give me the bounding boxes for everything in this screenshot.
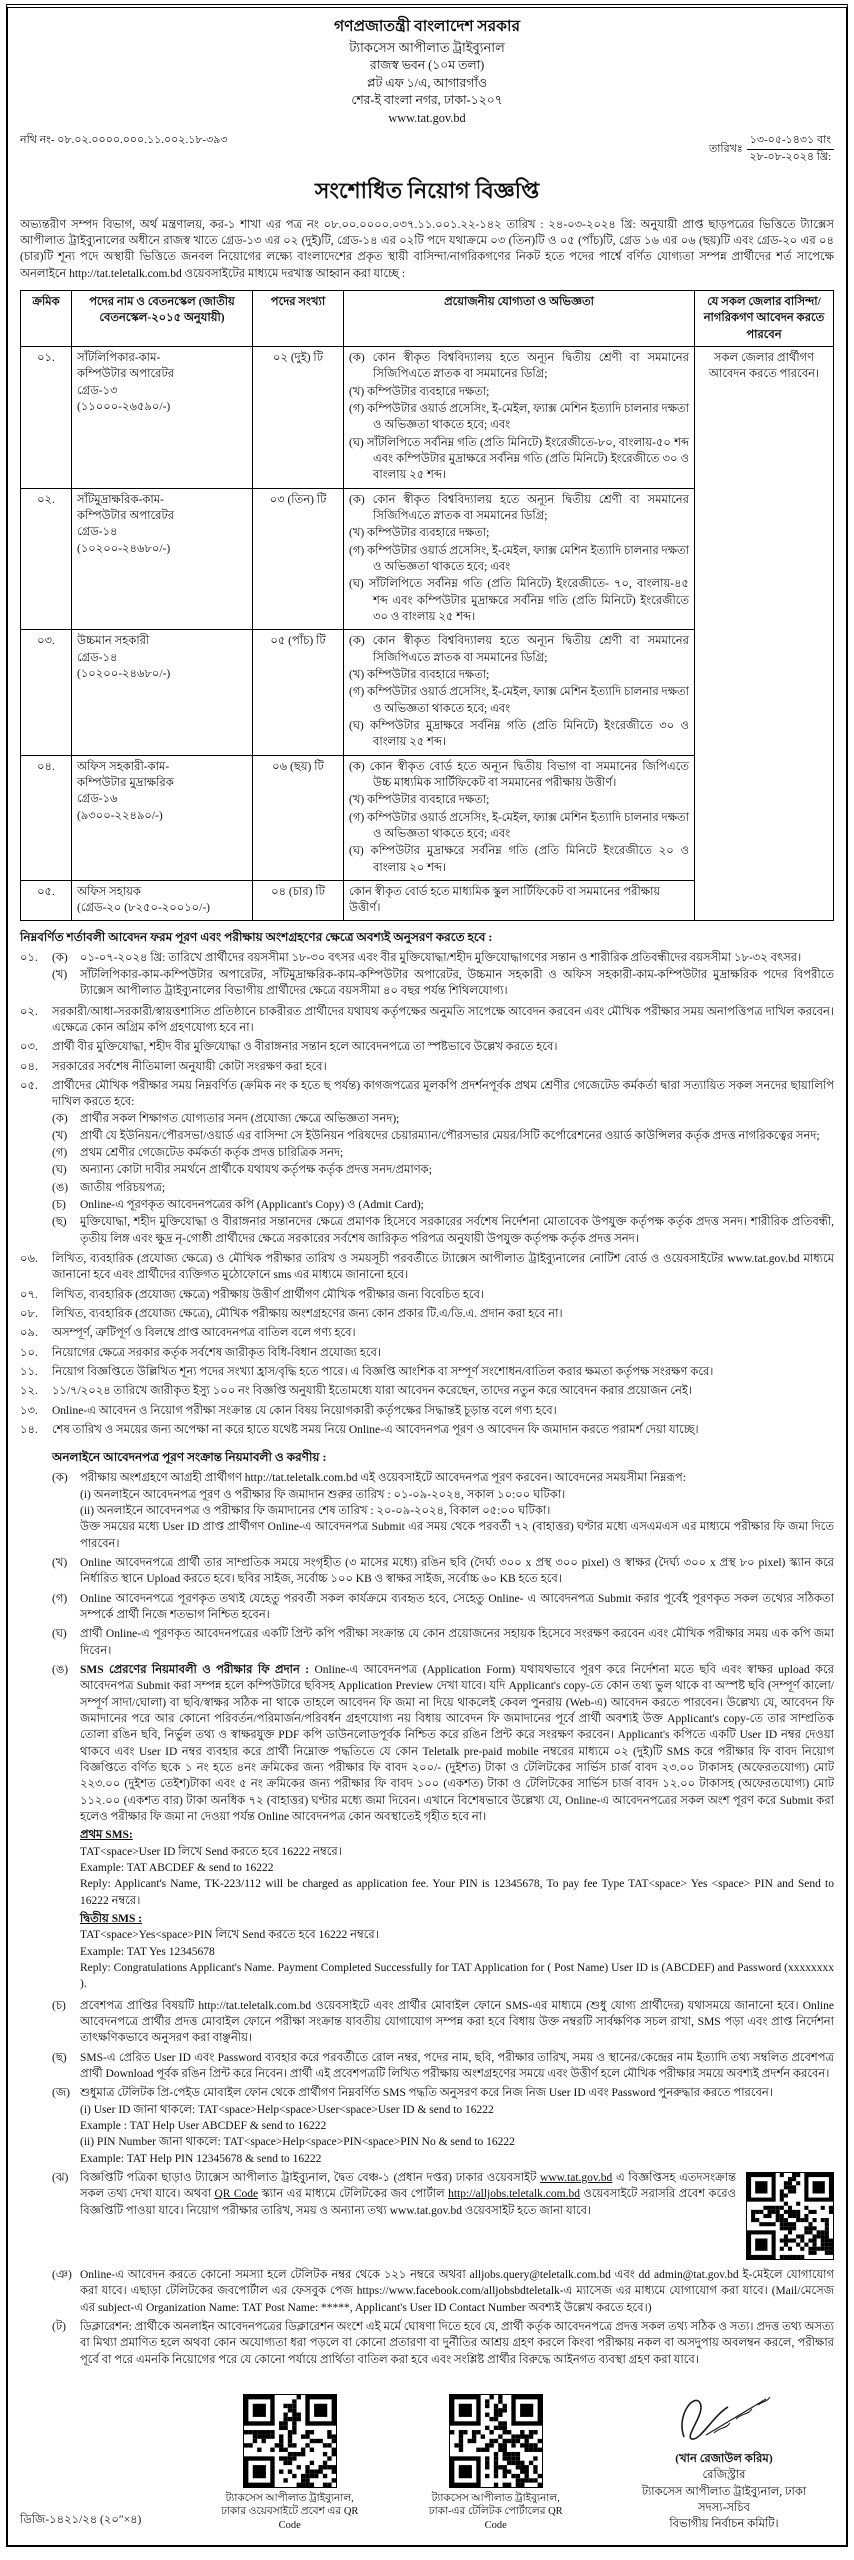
signature-block [614,2385,834,2533]
condition-item-11 [20,1364,834,1380]
subitem-text: প্রার্থী যে ইউনিয়ন/পৌরসভা/ওয়ার্ড এর বাসিন্দা সে ইউনিয়ন পরিষদের চেয়ারম্যান/পৌরসভার মেয়র/সিটি কর্পোরেশনের ওয়ার্ড কাউন্সিলর কর্তৃক প্রদত্ত নাগরিকত্বের সনদ; [80,1129,820,1142]
sms-rules-text: Online-এ আবেদনপত্র (Application Form) যথাযথভাবে পূরণ করে নির্দেশনা মতে ছবি এবং স্বাক্ষর upload করে আবেদনপত্র Submit করা সম্পন্ন হলে কম্পিউটারে ছবিসহ Application Preview দেখা যাবে। যদি Applicant's copy-তে কোন তথ্য ভুল থাকে বা অস্পষ্ট ছবি (সম্পূর্ণ কালো/সম্পূর্ণ সাদা/ঘোলা) বা ছবি/স্বাক্ষর সঠিক না থাকে তাহলে আবেদন ফি জমা না দিয়ে থাকলেই কেবল পুনরায় (Web-এ) আবেদন করতে পারবেন। উল্লেখ্য যে, আবেদন ফি জমাদানের পরে আর কোনো পরিবর্তন/পরিমার্জন/পরিবর্ধন গ্রহণযোগ্য নয় বিধায় আবেদন ফি জমাদানের পূর্বে প্রার্থী অবশ্যই উক্ত Applicant's copy-তে তার সাম্প্রতিক তোলা রঙিন ছবি, নির্ভুল তথ্য ও স্বাক্ষরযুক্ত PDF কপি ডাউনলোডপূর্বক নিশ্চিত করে রঙিন প্রিন্ট করে সংরক্ষণ করবেন। Applicant's কপিতে একটি User ID নম্বর দেওয়া থাকবে এবং User ID নম্বর ব্যবহার করে প্রার্থী নিম্নোক্ত পদ্ধতিতে যে কোন Teletalk pre-paid mobile নম্বরের মাধ্যমে ০২ (দুই)টি SMS করে পরীক্ষার ফি বাবদ নিয়োগ বিজ্ঞপ্তিতে বর্ণিত ছকে ১ নং হতে ৪নং ক্রমিকের জন্য পরীক্ষার ফি বাবদ ২০০/- (দুইশত) টাকা ও টেলিটকের সার্ভিস চার্জ বাবদ ২৩.০০ টাকাসহ (অফেরতযোগ্য) মোট ২২৩.০০ (দুইশত তেইশ)টাকা এবং ৫ নং ক্রমিকের জন্য পরীক্ষার ফি বাবদ ১০০ (একশত) টাকা ও টেলিটকের সার্ভিস চার্জ বাবদ ১২.০০ টাকাসহ (অফেরতযোগ্য) মোট ১১২.০০ (একশত বার) টাকা অনধিক ৭২ (বাহাত্তর) ঘণ্টার মধ্যে জমা দিবেন। এখানে বিশেষভাবে উল্লেখ্য যে, Online-এ আবেদনপত্রের সকল অংশ পূরণ করে Submit করা হলেও পরীক্ষার ফি জমা না দেওয়া পর্যন্ত Online আবেদনপত্র কোন অবস্থাতেই গৃহীত হবে না। [80,1664,834,1823]
condition-item-08 [20,1306,834,1322]
subitem-marker: (খ) [52,1129,68,1142]
subitem-marker: (ক) [52,951,68,964]
qualification-line: (ক) কোন স্বীকৃত বিশ্ববিদ্যালয় হতে অন্যূন দ্বিতীয় শ্রেণী বা সমমানের সিজিপিএতে স্নাতক বা সমমানের ডিগ্রি; [349,493,689,522]
website-qr-block [215,2394,365,2533]
cell-count: ০২ (দুই) টি [253,347,344,489]
condition-text: সরকারী/আধা-সরকারী/স্বায়ত্তশাসিত প্রতিষ্ঠানে চাকরীরত প্রার্থীদের যথাযথ কর্তৃপক্ষের অনুমতি সাপেক্ষে আবেদন করবেন এবং মৌখিক পরীক্ষার সময় অনাপত্তিপত্র দাখিল করবেন। এক্ষেত্রে কোন অগ্রিম কপি গ্রহণযোগ্য হবে না। [52,1005,834,1034]
condition-item-05 [20,1078,834,1248]
condition-text: লিখিত, ব্যবহারিক (প্রযোজ্য ক্ষেত্রে), মৌখিক পরীক্ষায় অংশগ্রহণের জন্য কোন প্রকার টি.এ/ডি.এ. প্রদান করা হবে না। [52,1308,563,1321]
item-marker: (ট) [52,2320,66,2333]
item-text: শুধুমাত্র টেলিটক প্রি-পেইড মোবাইল ফোন থেকে প্রার্থীগণ নিম্নবর্ণিত SMS পদ্ধতি অনুসরণ করে নিজ নিজ User ID এবং Password পুনরুদ্ধার করতে পারবেন। [80,2087,773,2100]
item-marker: (ঙ) [52,1664,69,1677]
subitem-marker: (ঙ) [52,1181,69,1194]
qualification-line: (গ) কম্পিউটার ওয়ার্ড প্রসেসিং, ই-মেইল, ফ্যাক্স মেশিন ইত্যাদি চালনার দক্ষতা ও অভিজ্ঞতা থাকতে হবে; এবং [349,403,689,432]
signatory-designation: রেজিস্ট্রার [702,2469,746,2482]
col-serial: ক্রমিক [21,291,72,347]
subitem-marker: (খ) [52,968,68,981]
item-marker: (ক) [52,1472,68,1485]
cell-qualifications: কোন স্বীকৃত বোর্ড হতে মাধ্যমিক স্কুল সার্টিফিকেট বা সমমানের পরীক্ষায় উত্তীর্ণ। [344,880,695,920]
item-text: ওয়েবসাইটে সরাসরি প্রবেশ করেও বিজ্ঞপ্তিটি পাওয়া যাবে। নিয়োগ পরীক্ষার তারিখ, সময় ও অন্যান্য তথ্য www.tat.gov.bd ওয়েবসাইট হতে জানা যাবে। [80,2188,736,2217]
cell-district-note: সকল জেলার প্রার্থীগণ আবেদন করতে পারবেন। [695,347,834,921]
qualification-line: (ক) কোন স্বীকৃত বিশ্ববিদ্যালয় হতে অন্যূন দ্বিতীয় শ্রেণী বা সমমানের সিজিপিএতে স্নাতক বা সমমানের ডিগ্রি; [349,635,689,664]
sms-reply: Reply: Applicant's Name, TK-223/112 will be charged as application fee. Your PIN is 12345678, To pay fee Type TAT<space> Yes <space> PIN and Send to 16222 নম্বরে। [80,1878,834,1907]
cell-serial: ০৫. [21,880,72,920]
sms-example: Example: TAT ABCDEF & send to 16222 [80,1861,274,1874]
signatory-name: (খান রেজাউল করিম) [675,2452,773,2465]
condition-item-13 [20,1403,834,1419]
item-marker: (ঞ) [52,2268,72,2281]
document-subitem [52,1180,834,1196]
item-text: স্ক্যান এর মাধ্যমে টেলিটকের জব পোর্টাল [258,2188,449,2201]
qr-code-label: QR Code [214,2188,259,2201]
condition-text: ১১/৭/২০২৪ তারিখে জারীকৃত ইস্যু ১০০ নং বিজ্ঞপ্তি অনুযায়ী ইতোমধ্যে যারা আবেদন করেছেন, তাদের নতুন করে আবেদন করার প্রয়োজন নেই। [52,1385,692,1398]
condition-item-01 [20,950,834,1001]
apply-start-date: (i) অনলাইনে আবেদনপত্র পূরণ ও পরীক্ষার ফি জমাদান শুরুর তারিখ : ০১-০৯-২০২৪, সকাল ১০:০০ ঘটিকা। [80,1488,566,1501]
condition-item-06 [20,1251,834,1284]
condition-item-04 [20,1059,834,1075]
online-item-ta [52,2319,834,2368]
subitem-text: ০১-০৭-২০২৪ খ্রি: তারিখে প্রার্থীদের বয়সসীমা ১৮-৩০ বৎসর এবং বীর মুক্তিযোদ্ধা/শহীদ মুক্তিযোদ্ধাগণের সন্তান ও শারীরিক প্রতিবন্ধীদের বয়সসীমা ১৮-৩২ বৎসর। [80,951,802,964]
declaration-text: ডিক্লারেশন: প্রার্থীকে অনলাইন আবেদনপত্রের ডিক্লারেশন অংশে এই মর্মে ঘোষণা দিতে হবে যে, প্রার্থী কর্তৃক আবেদনপত্রে প্রদত্ত সকল তথ্য সঠিক ও সত্য। প্রদত্ত তথ্য অসত্য বা মিথ্যা প্রমাণিত হলে অথবা কোন অযোগ্যতা ধরা পড়লে বা কোনো প্রতারণা বা দুর্নীতির আশ্রয় গ্রহণ করলে কিংবা পরীক্ষায় নকল বা অসদুপায় অবলম্বন করলে, পরীক্ষার পূর্বে বা পরে এমনকি নিয়োগের পরে যে কোনো পর্যায়ে প্রার্থিতা বাতিল করা হবে এবং সংশ্লিষ্ট প্রার্থীর বিরুদ্ধে আইনগত ব্যবস্থা গ্রহণ করা যাবে। [80,2320,834,2366]
second-sms-block [80,1911,834,1993]
cell-qualifications [344,755,695,880]
intro-paragraph: অভ্যন্তরীণ সম্পদ বিভাগ, অর্থ মন্ত্রণালয়, কর-১ শাখা এর পত্র নং ০৮.০০.০০০০.০৩৭.১১.০০১.২২-১৪২ তারিখ : ২৪-০৩-২০২৪ খ্রি: অনুযায়ী প্রাপ্ত ছাড়পত্রের ভিত্তিতে ট্যাক্সেস আপীলাত ট্রাইব্যুনালের অধীনে রাজস্ব খাতে গ্রেড-১৩ এর ০২ (দুই)টি, গ্রেড-১৪ এর ০২টি পদে যথাক্রমে ০৩ (তিন)টি ও ০৫ (পাঁচ)টি, গ্রেড ১৬ এর ০৬ (ছয়)টি এবং গ্রেড-২০ এর ০৪ (চার)টি শূন্য পদে অস্থায়ী ভিত্তিতে জনবল নিয়োগের লক্ষ্যে বাংলাদেশের প্রকৃত স্থায়ী বাসিন্দা/নাগরিকগণের নিকট হতে পদের পার্শ্বে বর্ণিত যোগ্যতা সম্পন্ন প্রার্থীদের শর্ত সাপেক্ষে অনলাইনে http://tat.teletalk.com.bd ওয়েবসাইটের মাধ্যমে দরখাস্ত আহ্বান করা যাচ্ছে : [20,218,834,280]
qualification-line: (গ) কম্পিউটার ওয়ার্ড প্রসেসিং, ই-মেইল, ফ্যাক্স মেশিন ইত্যাদি চালনার দক্ষতা ও অভিজ্ঞতা থাকতে হবে; এবং [349,686,689,715]
qualification-line: (ক) কোন স্বীকৃত বিশ্ববিদ্যালয় হতে অন্যূন দ্বিতীয় শ্রেণী বা সমমানের সিজিপিএতে স্নাতক বা সমমানের ডিগ্রি; [349,352,689,381]
item-marker: (ঝ) [52,2171,69,2184]
condition-number: ১২. [20,1385,38,1398]
item-text: বিজ্ঞপ্তিটি পত্রিকা ছাড়াও ট্যাক্সেস আপীলাত ট্রাইব্যুনাল, দ্বৈত বেঞ্চ-১ (প্রধান দপ্তর) ঢাকার ওয়েবসাইট [80,2171,541,2184]
subitem-text: প্রার্থীর সকল শিক্ষাগত যোগ্যতার সনদ (প্রযোজ্য ক্ষেত্রে অভিজ্ঞতা সনদ); [80,1112,400,1125]
signature-scribble [654,2385,794,2449]
recover-userid-example: Example : TAT Help User ABCDEF & send to 16222 [80,2119,327,2132]
organization-name: ট্যাকসেস আপীলাত ট্রাইব্যুনাল [349,40,505,55]
condition-subitem [52,950,834,966]
sms-rules-lead: SMS প্রেরণের নিয়মাবলী ও পরীক্ষার ফি প্রদান : [80,1664,310,1677]
condition-number: ০৮. [20,1308,38,1321]
item-text: Online-এ আবেদন করতে কোনো সমস্যা হলে টেলিটক নম্বর থেকে ১২১ নম্বরে অথবা alljobs.query@teletalk.com.bd এবং dd admin@tat.gov.bd ই-মেইলে যোগাযোগ করা যাবে। এছাড়া টেলিটকের জবপোর্টাল এর ফেসবুক পেজ https://www.facebook.com/alljobsbdteletalk-এ ম্যাসেজ এর মাধ্যমে যোগাযোগ করা যাবে। (Mail/মেসেজ এর subject-এ Organization Name: TAT Post Name: *****, Applicant's User ID Contact Number অবশ্যই উল্লেখ করতে হবে।) [80,2268,834,2314]
condition-text: সরকারের সর্বশেষ নীতিমালা অনুযায়ী কোটা সংরক্ষণ করা হবে। [52,1060,327,1073]
footer [20,2385,834,2533]
online-item-ja [52,2085,834,2167]
table-row [21,347,834,489]
document-subitem [52,1214,834,1247]
cell-post: অফিস সহায়ক (গ্রেড-২০ (৮২৫০-২০০১০/-) [72,880,253,920]
condition-item-12 [20,1383,834,1399]
condition-item-09 [20,1325,834,1341]
signatory-committee: বিভাগীয় নির্বাচন কমিটি। [669,2518,779,2531]
condition-text: শেষ তারিখ ও সময়ের জন্য অপেক্ষা না করে হাতে যথেষ্ট সময় নিয়ে Online-এ আবেদনপত্র পূরণ ও আবেদন ফি জমাদান করতে পরামর্শ দেয়া যাচ্ছে। [52,1424,699,1437]
document-subitem [52,1111,834,1127]
notice-document [6,4,848,2547]
condition-number: ০৫. [20,1079,38,1092]
condition-item-02 [20,1004,834,1037]
condition-number: ০৭. [20,1288,38,1301]
item-text: Online আবেদনপত্রে প্রার্থী তার সাম্প্রতিক সময়ে সংগৃহীত (৩ মাসের মধ্যে) রঙিন ছবি (দৈর্ঘ্য ৩০০ x প্রস্থ ৩০০ pixel) ও স্বাক্ষর (দৈর্ঘ্য ৩০০ x প্রস্থ ৮০ pixel) স্ক্যান করে নির্ধারিত স্থানে Upload করতে হবে। ছবির সাইজ, সর্বোচ্চ ১০০ KB ও স্বাক্ষর সাইজ, সর্বোচ্চ ৬০ KB হতে হবে। [80,1557,834,1586]
item-text: প্রবেশপত্র প্রাপ্তির বিষয়টি http://tat.teletalk.com.bd ওয়েবসাইটে এবং প্রার্থীর মোবাইল ফোনে SMS-এর মাধ্যমে (শুধু যোগ্য প্রার্থীদের) যথাসময়ে জানানো হবে। Online আবেদনপত্রে প্রার্থীর প্রদত্ত মোবাইল ফোনে পরীক্ষা সংক্রান্ত যাবতীয় যোগাযোগ সম্পন্ন করা হবে বিধায় উক্ত নম্বরটি সার্বক্ষণিক সচল রাখা, SMS পড়া এবং প্রাপ্ত নির্দেশনা তাৎক্ষণিকভাবে অনুসরণ করা বাঞ্ছনীয়। [80,1999,834,2045]
sms-instruction: TAT<space>User ID লিখে Send করতে হবে 16222 নম্বরে। [80,1845,342,1858]
date-label: তারিখঃ [708,142,743,155]
cell-serial: ০১. [21,347,72,489]
subitem-text: প্রথম শ্রেণীর গেজেটেড কর্মকর্তা কর্তৃক প্রদত্ত চারিত্রিক সনদ; [80,1147,344,1160]
qualification-line: (ক) কোন স্বীকৃত বোর্ড হতে অন্যূন দ্বিতীয় বিভাগ বা সমমানের জিপিএতে উচ্চ মাধ্যমিক সার্টিফিকেট বা সমমানের পরীক্ষায় উত্তীর্ণ। [349,760,689,789]
memo-date [709,133,834,165]
qualification-line: (ঘ) সাঁটলিপিতে সর্বনিম্ন গতি (প্রতি মিনিটে) ইংরেজীতে-৮০, বাংলায়-৫০ শব্দ এবং কম্পিউটার মুদ্রাক্ষরে সর্বনিম্ন গতি (প্রতি মিনিটে) ইংরেজীতে ৩০ ও বাংলায় ২৫ শব্দ। [349,436,689,482]
tat-website-link: www.tat.gov.bd [540,2171,613,2184]
subitem-text: অন্যান্য কোটা দাবীর সমর্থনে প্রার্থীকে যথাযথ কর্তৃপক্ষ কর্তৃক প্রদত্ত সনদ/প্রমাণক; [80,1164,432,1177]
condition-number: ০২. [20,1005,38,1018]
col-count: পদের সংখ্যা [253,291,344,347]
subitem-marker: (ক) [52,1112,68,1125]
cell-post: সাঁটমুদ্রাক্ষরিক-কাম- কম্পিউটার অপারেটর গ্রেড-১৪ (১০২০০-২৪৬৮০/-) [72,488,253,630]
item-text: এ বিজ্ঞপ্তিসহ এতদসংক্রান্ত সকল তথ্য দেখা যাবে। অথবা [80,2171,736,2201]
item-marker: (জ) [52,2087,70,2100]
cell-qualifications [344,630,695,755]
date-gregorian: ২৮-০৮-২০২৪ খ্রি: [749,150,832,163]
online-item-nio [52,2267,834,2316]
document-subitem [52,1197,834,1213]
item-text: পরীক্ষায় অংশগ্রহণে আগ্রহী প্রার্থীগণ http://tat.teletalk.com.bd এই ওয়েবসাইটে আবেদনপত্র পূরণ করবেন। আবেদনের সময়সীমা নিম্নরূপ: [80,1472,686,1485]
letterhead [20,16,834,127]
document-subitem [52,1128,834,1144]
condition-item-14 [20,1422,834,1438]
subitem-text: সাঁটলিপিকার-কাম-কম্পিউটার অপারেটর, সাঁটমুদ্রাক্ষরিক-কাম-কম্পিউটার অপারেটর, উচ্চমান সহকারী ও অফিস সহকারী-কাম-কম্পিউটার মুদ্রাক্ষরিক পদের বিপরীতে ট্যাক্সেস আপীলাত ট্রাইব্যুনালের বিভাগীয় প্রার্থীদের ক্ষেত্রে বয়সসীমা ৪০ বছর পর্যন্ত শিথিলযোগ্য। [80,968,834,998]
sms-reply: Reply: Congratulations Applicant's Name. Payment Completed Successfully for TAT Application for ( Post Name) User ID is (ABCDEF) and Password (xxxxxxxx ). [80,1961,834,1991]
condition-number: ১১. [20,1366,38,1379]
sms-instruction: TAT<space>Yes<space>PIN লিখে Send করতে হবে 16222 নম্বরে। [80,1929,379,1942]
condition-item-10 [20,1345,834,1361]
condition-item-07 [20,1287,834,1303]
cell-serial: ০২. [21,488,72,630]
qualification-line: (ঘ) কম্পিউটার মুদ্রাক্ষরে সর্বনিম্ন গতি (প্রতি মিনিটে ইংরেজীতে ২০ ও বাংলায় ২০ শব্দ। [349,845,689,874]
teletalk-qr-block [421,2394,571,2533]
condition-text: নিয়োগ বিজ্ঞপ্তিতে উল্লিখিত শূন্য পদের সংখ্যা হ্রাস/বৃদ্ধি হতে পারে। এ বিজ্ঞপ্তি আংশিক বা সম্পূর্ণ সংশোধন/বাতিল করার ক্ষমতা কর্তৃপক্ষ সংরক্ষণ করে। [52,1366,714,1379]
condition-number: ০৬. [20,1253,38,1266]
condition-number: ০৩. [20,1041,38,1054]
footer-qr-codes [215,2394,571,2533]
fee-window-note: উক্ত সময়ের মধ্যে User ID প্রাপ্ত প্রার্থীগণ Online-এ আবেদনপত্র Submit এর সময় থেকে পরবর্তী ৭২ (বাহাত্তর) ঘণ্টার মধ্যে এসএমএস এর মাধ্যমে পরীক্ষার ফি জমা দিতে পারবেন। [80,1521,834,1550]
recover-userid-line: (i) User ID জানা থাকলে: TAT<space>Help<space>User<space>User ID & send to 16222 [80,2103,494,2116]
subitem-text: মুক্তিযোদ্ধা, শহীদ মুক্তিযোদ্ধা ও বীরাঙ্গনার সন্তানদের ক্ষেত্রে প্রমাণক হিসেবে সরকারের সর্বশেষ নির্দেশনা মোতাবেক উপযুক্ত কর্তৃপক্ষ কর্তৃক প্রদত্ত সনদ। শারীরিক প্রতিবন্ধী, তৃতীয় লিঙ্গ এবং ক্ষুদ্র নৃ-গোষ্ঠী প্রার্থীদের ক্ষেত্রে সরকারের সর্বশেষ জারিকৃত পরিপত্র অনুযায়ী উপযুক্ত কর্তৃপক্ষ কর্তৃক প্রদত্ত সনদ। [80,1216,834,1245]
vacancy-table [20,290,834,920]
col-post: পদের নাম ও বেতনস্কেল (জাতীয় বেতনস্কেল-২০১৫ অনুযায়ী) [72,291,253,347]
document-subitem [52,1162,834,1178]
condition-item-03 [20,1039,834,1055]
cell-count: ০৩ (তিন) টি [253,488,344,630]
condition-number: ১৪. [20,1424,38,1437]
subitem-marker: (ঘ) [52,1164,67,1177]
online-item-ga [52,1591,834,1624]
qualification-line: (খ) কম্পিউটার ব্যবহারে দক্ষতা; [349,794,490,807]
condition-text: লিখিত, ব্যবহারিক (প্রযোজ্য ক্ষেত্রে) পরীক্ষায় উত্তীর্ণ প্রার্থীগণ মৌখিক পরীক্ষার জন্য বিবেচিত হবে। [52,1288,485,1301]
condition-number: ০১. [20,951,38,964]
condition-number: ০৪. [20,1060,38,1073]
recover-pin-example: Example: TAT Help PIN 12345678 & send to 16222 [80,2152,322,2165]
item-marker: (খ) [52,1557,68,1570]
online-item-cha [52,1998,834,2047]
condition-number: ১০. [20,1346,38,1359]
item-marker: (ছ) [52,2051,67,2064]
col-district: যে সকল জেলার বাসিন্দা/নাগরিকগণ আবেদন করতে পারবেন [695,291,834,347]
item-marker: (গ) [52,1592,68,1605]
online-rules-heading: অনলাইনে আবেদনপত্র পূরণ সংক্রান্ত নিয়মাবলী ও করণীয় : [52,1450,327,1465]
item-marker: (ঘ) [52,1628,67,1641]
conditions-heading: নিম্নবর্ণিত শর্তাবলী আবেদন ফরম পূরণ এবং পরীক্ষায় অংশগ্রহণের ক্ষেত্রে অবশ্যই অনুসরণ করতে হবে : [20,929,493,944]
qr-caption: ট্যাকসেস আপীলাত ট্রাইব্যুনাল, ঢাকার ওয়েবসাইটে প্রবেশ এর QR Code [220,2492,359,2531]
qualification-line: (ঘ) সাঁটলিপিতে সর্বনিম্ন গতি (প্রতি মিনিটে) ইংরেজীতে- ৭০, বাংলায়-৪৫ শব্দ এবং কম্পিউটার মুদ্রাক্ষরে সর্বনিম্ন গতি (প্রতি মিনিটে) ইংরেজীতে ৩০ ও বাংলায় ২৫ শব্দ। [349,578,689,623]
qualification-line: (গ) কম্পিউটার ওয়ার্ড প্রসেসিং, ই-মেইল, ফ্যাক্স মেশিন ইত্যাদি চালনার দক্ষতা ও অভিজ্ঞতা থাকতে হবে; এবং [349,811,689,840]
cell-post: উচ্চমান সহকারী গ্রেড-১৪ (১০২০০-২৪৬৮০/-) [72,630,253,755]
item-text: প্রার্থী Online-এ পূরণকৃত আবেদনপত্রের একটি প্রিন্ট কপি পরীক্ষা সংক্রান্ত যে কোন প্রয়োজনের সহায়ক হিসেবে সংরক্ষণ করবেন এবং মৌখিক পরীক্ষার সময় এক কপি জমা দিবেন। [80,1628,834,1657]
cell-count: ০৬ (ছয়) টি [253,755,344,880]
subitem-marker: (চ) [52,1199,66,1212]
cell-count: ০৫ (পাঁচ) টি [253,630,344,755]
online-item-chha [52,2050,834,2083]
apply-end-date: (ii) অনলাইনে আবেদনপত্র ও পরীক্ষার ফি জমাদানের শেষ তারিখ : ২০-০৯-২০২৪, বিকাল ০৫:০০ ঘটিকা। [80,1505,551,1518]
qr-code-image [243,2394,337,2488]
qualification-line: (ঘ) কম্পিউটার মুদ্রাক্ষরে সর্বনিম্ন গতি (প্রতি মিনিটে) ইংরেজীতে ৩০ ও বাংলায় ২৫ শব্দ। [349,719,689,749]
cell-post: অফিস সহকারী-কাম- কম্পিউটার মুদ্রাক্ষরিক গ্রেড-১৬ (৯৩০০-২২৪৯০/-) [72,755,253,880]
item-text: Online আবেদনপত্রে পূরণকৃত তথ্যই যেহেতু পরবর্তী সকল কার্যক্রমে ব্যবহৃত হবে, সেহেতু Online- এ আবেদনপত্র Submit করার পূর্বেই পূরণকৃত সকল তথ্যের সঠিকতা সম্পর্কে প্রার্থী নিজে শতভাগ নিশ্চিত হবেন। [80,1592,834,1622]
address-line-2: প্লট এফ ১/এ, আগারগাঁও [367,75,487,90]
qualification-line: (খ) কম্পিউটার ব্যবহারে দক্ষতা; [349,385,490,398]
subitem-marker: (গ) [52,1147,68,1160]
online-item-jha [52,2170,834,2264]
condition-text: নিয়োগের ক্ষেত্রে সরকার কর্তৃক সর্বশেষ জারীকৃত বিধি-বিধান প্রযোজ্য হবে। [52,1346,382,1359]
cell-serial: ০৪. [21,755,72,880]
cell-post: সাঁটলিপিকার-কাম- কম্পিউটার অপারেটর গ্রেড-১৩ (১১০০০-২৬৫৯০/-) [72,347,253,489]
first-sms-heading: প্রথম SMS: [80,1829,133,1842]
document-subitem [52,1145,834,1161]
notice-title: সংশোধিত নিয়োগ বিজ্ঞপ্তি [314,178,540,204]
condition-text: অসম্পূর্ণ, ত্রুটিপূর্ণ ও বিলম্বে প্রাপ্ত আবেদনপত্র বাতিল বলে গণ্য হবে। [52,1327,356,1340]
item-marker: (চ) [52,1999,66,2012]
memo-row [20,133,834,165]
subitem-marker: (ছ) [52,1216,67,1229]
qr-caption: ট্যাকসেস আপীলাত ট্রাইব্যুনাল, ঢাকা-এর টেলিটক পোর্টালের QR Code [428,2492,563,2531]
alljobs-link: http://alljobs.teletalk.com.bd [448,2188,580,2201]
sms-example: Example: TAT Yes 12345678 [80,1945,215,1958]
recover-pin-line: (ii) PIN Number জানা থাকলে: TAT<space>Help<space>PIN<space>PIN No & send to 16222 [80,2136,515,2149]
qr-code-image [746,2172,834,2260]
memo-number: নথি নং- ০৮.০২.০০০০.০০০.১১.০০২.১৮-৩৯৩ [20,134,228,147]
online-item-kha [52,1555,834,1588]
second-sms-heading: দ্বিতীয় SMS : [80,1912,143,1925]
online-item-uno [52,1662,834,1995]
qualification-line: (খ) কম্পিউটার ব্যবহারে দক্ষতা; [349,527,490,540]
col-qualification: প্রয়োজনীয় যোগ্যতা ও অভিজ্ঞতা [344,291,695,347]
signatory-role: সদস্য-সচিব [698,2501,750,2514]
print-code: ডিজি-১৪২১/২৪ (২০″×৪) [20,2514,142,2527]
condition-number: ০৯. [20,1327,38,1340]
address-line-3: শের-ই বাংলা নগর, ঢাকা-১২০৭ [351,93,503,108]
condition-number: ১৩. [20,1404,38,1417]
website-url: www.tat.gov.bd [388,110,466,125]
signatory-office: ট্যাকসেস আপীলাত ট্রাইব্যুনাল, ঢাকা [641,2485,807,2498]
condition-text: প্রার্থী বীর মুক্তিযোদ্ধা, শহীদ বীর মুক্তিযোদ্ধা ও বীরাঙ্গনার সন্তান হলে আবেদনপত্রে তা স্পষ্টভাবে উল্লেখ করতে হবে। [52,1041,558,1054]
government-name: গণপ্রজাতন্ত্রী বাংলাদেশ সরকার [333,18,521,35]
condition-subitem [52,967,834,1000]
subitem-text: Online-এ পূরণকৃত আবেদনপত্রের কপি (Applicant's Copy) ও (Admit Card); [80,1199,424,1212]
qualification-line: (খ) কম্পিউটার ব্যবহারে দক্ষতা; [349,668,490,681]
table-header-row [21,291,834,347]
subitem-text: জাতীয় পরিচয়পত্র; [80,1181,166,1194]
condition-text: লিখিত, ব্যবহারিক (প্রযোজ্য ক্ষেত্রে) ও মৌখিক পরীক্ষার তারিখ ও সময়সূচী পরবর্তীতে ট্যাক্সেস আপীলাত ট্রাইব্যুনালের নোটিশ বোর্ড ও ওয়েবসাইটের www.tat.gov.bd মাধ্যমে জানানো হবে এবং প্রার্থীদের ব্যক্তিগত মুঠোফোনে sms এর মাধ্যমে জানানো হবে। [52,1253,834,1282]
first-sms-block [80,1827,834,1909]
cell-serial: ০৩. [21,630,72,755]
online-item-gha [52,1626,834,1659]
qualification-line: (গ) কম্পিউটার ওয়ার্ড প্রসেসিং, ই-মেইল, ফ্যাক্স মেশিন ইত্যাদি চালনার দক্ষতা ও অভিজ্ঞতা থাকতে হবে; এবং [349,544,689,573]
condition-text: Online-এ আবেদন ও নিয়োগ পরীক্ষা সংক্রান্ত যে কোন বিষয় নিয়োগকারী কর্তৃপক্ষের সিদ্ধান্তই চূড়ান্ত বলে গণ্য হবে। [52,1404,557,1417]
cell-qualifications [344,347,695,489]
item-text: SMS-এ প্রেরিত User ID এবং Password ব্যবহার করে পরবর্তীতে রোল নম্বর, পদের নাম, ছবি, পরীক্ষার তারিখ, সময় ও স্থানের/কেন্দ্রের নাম ইত্যাদি তথ্য সম্বলিত প্রবেশপত্র প্রার্থী Download পূর্বক রঙিন প্রিন্ট করে নিবেন। প্রার্থী এই প্রবেশপত্রটি লিখিত পরীক্ষায় অংশগ্রহণের সময়ে এবং উত্তীর্ণ হলে মৌখিক পরীক্ষার সময়ে অবশ্যই প্রদর্শন করবেন। [80,2051,834,2080]
date-bangla: ১৩-০৫-১৪৩১ বাং [747,133,834,150]
address-line-1: রাজস্ব ভবন (১০ম তলা) [369,58,485,73]
cell-count: ০৪ (চার) টি [253,880,344,920]
cell-qualifications [344,488,695,630]
qr-code-image [449,2394,543,2488]
condition-text: প্রার্থীদের মৌখিক পরীক্ষার সময় নিম্নবর্ণিত (ক্রমিক নং ক হতে ছ পর্যন্ত) কাগজপত্রের মূলকপি প্রদর্শনপূর্বক প্রথম শ্রেণীর গেজেটেড কর্মকর্তা দ্বারা সত্যায়িত সকল সনদের ছায়ালিপি দাখিল করতে হবে: [52,1079,834,1109]
date-fraction [747,133,834,165]
online-item-ka [52,1470,834,1552]
